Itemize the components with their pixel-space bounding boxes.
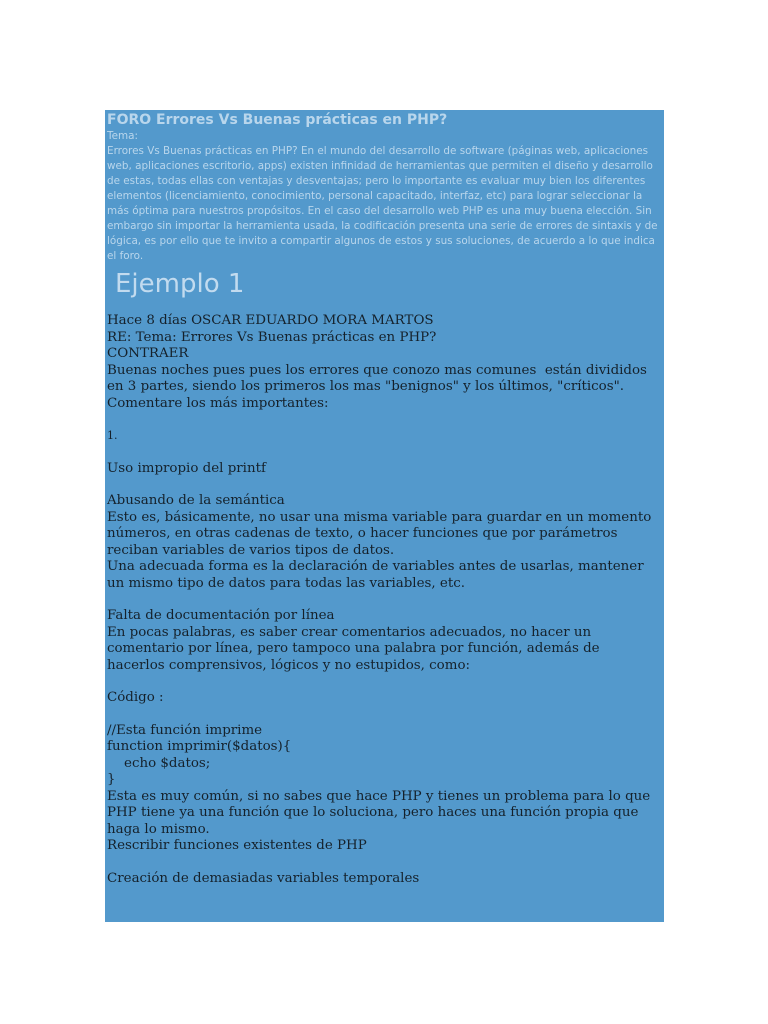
- document-panel: [105, 110, 664, 922]
- item-semantics-fix: Una adecuada forma es la declaración de variables antes de usarlas, mantener un mismo tipo de datos para todas las variables, etc.: [107, 559, 648, 591]
- item-printf: Uso impropio del printf: [107, 460, 266, 476]
- code-line: function imprimir($datos){: [107, 739, 292, 754]
- forum-post: [107, 313, 660, 887]
- spacer: [107, 477, 660, 493]
- post-closing: Esta es muy común, si no sabes que hace PHP y tienes un problema para lo que PHP tiene ya una función que lo soluciona, pero haces una función propia que haga lo mismo.: [107, 788, 655, 837]
- example-heading: Ejemplo 1: [115, 269, 245, 299]
- item-temp-vars: Creación de demasiadas variables temporales: [107, 870, 420, 886]
- code-line: echo $datos;: [107, 755, 211, 771]
- item-rewrite: Rescribir funciones existentes de PHP: [107, 838, 367, 853]
- item-docs-title: Falta de documentación por línea: [107, 608, 335, 623]
- spacer: [107, 445, 660, 461]
- post-subject: RE: Tema: Errores Vs Buenas prácticas en PHP?: [107, 329, 437, 345]
- code-line: //Esta función imprime: [107, 722, 263, 738]
- post-meta: Hace 8 días OSCAR EDUARDO MORA MARTOS: [107, 313, 434, 328]
- item-semantics-body: Esto es, básicamente, no usar una misma variable para guardar en un momento números, en otras cadenas de texto, o hacer funciones que por parámetros reciban variables de varios tipos de datos.: [107, 509, 656, 558]
- collapse-link[interactable]: CONTRAER: [107, 346, 189, 361]
- forum-title: FORO Errores Vs Buenas prácticas en PHP?: [107, 112, 448, 128]
- topic-description: Errores Vs Buenas prácticas en PHP? En el mundo del desarrollo de software (páginas web, aplicaciones web, aplicaciones escritorio, apps) existen infinidad de herramientas que permiten el diseño y desarrollo de estas, todas ellas con ventajas y desventajas; pero lo importante es evaluar muy bien los diferentes elementos (licenciamiento, conocimiento, personal capacitado, interfaz, etc) para lograr seleccionar la más óptima para nuestros propósitos. En el caso del desarrollo web PHP es una muy buena elección. Sin embargo sin importar la herramienta usada, la codificación presenta una serie de errores de sintaxis y de lógica, es por ello que te invito a compartir algunos de estos y sus soluciones, de acuerdo a lo que indica el foro.: [107, 145, 658, 262]
- spacer: [107, 412, 660, 428]
- item-semantics-title: Abusando de la semántica: [107, 493, 285, 508]
- code-label: Código :: [107, 690, 164, 705]
- item-docs-body: En pocas palabras, es saber crear comentarios adecuados, no hacer un comentario por línea, pero tampoco una palabra por función, además de hacerlos comprensivos, lógicos y no estupidos, como:: [107, 624, 604, 673]
- spacer: [107, 592, 660, 608]
- code-line: }: [107, 772, 116, 787]
- spacer: [107, 674, 660, 690]
- list-number: 1.: [107, 429, 118, 442]
- topic-label: Tema:: [107, 130, 138, 142]
- spacer: [107, 855, 660, 871]
- post-intro: Buenas noches pues pues los errores que conozo mas comunes están divididos en 3 partes, siendo los primeros los mas "benignos" y los últimos, "críticos". Comentare los más importantes:: [107, 362, 652, 411]
- spacer: [107, 707, 660, 723]
